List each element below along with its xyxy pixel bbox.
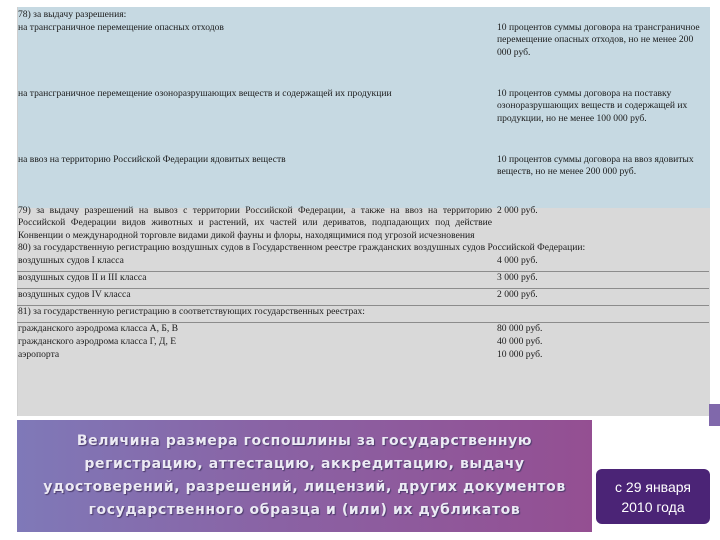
table-row-80-class-1 <box>17 255 709 272</box>
row-description: воздушных судов II и III класса <box>17 272 494 289</box>
row-amount: 10 000 руб. <box>497 349 543 361</box>
table-row-79-wildlife-permits <box>17 205 709 243</box>
table-row-78-ozone-substances <box>17 88 709 154</box>
row-description: на трансграничное перемещение озоноразрушающих веществ и содержащей их продукции <box>18 87 392 99</box>
row-amount: 10 процентов суммы договора на поставку озоноразрушающих веществ и содержащей их продукции, но не менее 100 000 руб. <box>497 87 688 124</box>
row-description: 81) за государственную регистрацию в соответствующих государственных реестрах: <box>17 306 709 323</box>
table-row-78-toxic-substances <box>17 154 709 205</box>
table-row-81-airport <box>17 349 709 362</box>
table-row-81-aerodrome-abv <box>17 323 709 336</box>
row-description: гражданского аэродрома класса Г, Д, Е <box>18 336 177 348</box>
banner-title: Величина размера госпошлины за государственную регистрацию, аттестацию, аккредитацию, выдачу удостоверений, разрешений, лицензий, других документов государственного образца и (или) их дубликатов <box>43 433 566 518</box>
row-description: на ввоз на территорию Российской Федерации ядовитых веществ <box>18 153 286 165</box>
table-row-81-header <box>17 306 709 323</box>
row-amount: 2 000 руб. <box>494 289 709 306</box>
row-description: аэропорта <box>18 349 60 361</box>
table-row-81-aerodrome-gde <box>17 336 709 349</box>
row-amount: 4 000 руб. <box>494 255 709 272</box>
row-amount: 10 процентов суммы договора на ввоз ядовитых веществ, но не менее 200 000 руб. <box>497 153 694 178</box>
row-amount: 80 000 руб. <box>497 323 543 335</box>
row-description: 80) за государственную регистрацию воздушных судов в Государственном реестре гражданских воздушных судов Российской Федерации: <box>18 242 586 254</box>
table-row-80-class-4 <box>17 289 709 306</box>
date-badge-line-2: 2010 года <box>621 498 685 515</box>
table-row-80-header <box>17 242 709 255</box>
date-badge <box>596 469 710 524</box>
row-description: 79) за выдачу разрешений на вывоз с территории Российской Федерации, а также на ввоз на территорию Российской Федерации видов животных и растений, их частей или дериватов, подпадающих под действие Конвенции о международной торговле видами дикой фауны и флоры, находящимися под угрозой исчезновения <box>18 204 492 241</box>
row-description: воздушных судов I класса <box>17 255 494 272</box>
row-description: гражданского аэродрома класса А, Б, В <box>18 323 179 335</box>
slide-side-tab <box>709 404 720 426</box>
table-row-78-hazardous-waste <box>17 22 709 88</box>
fee-table <box>17 9 709 362</box>
table-row-80-class-2-3 <box>17 272 709 289</box>
table-row-78-header <box>17 9 709 22</box>
row-amount: 3 000 руб. <box>494 272 709 289</box>
row-amount: 2 000 руб. <box>497 204 538 216</box>
row-amount: 40 000 руб. <box>497 336 543 348</box>
title-banner <box>17 420 592 532</box>
row-description: воздушных судов IV класса <box>17 289 494 306</box>
row-description: 78) за выдачу разрешения: <box>18 9 127 20</box>
date-badge-line-1: с 29 января <box>615 478 691 495</box>
row-description: на трансграничное перемещение опасных отходов <box>18 21 224 33</box>
row-amount: 10 процентов суммы договора на трансграничное перемещение опасных отходов, но не менее 200 000 руб. <box>497 21 700 58</box>
